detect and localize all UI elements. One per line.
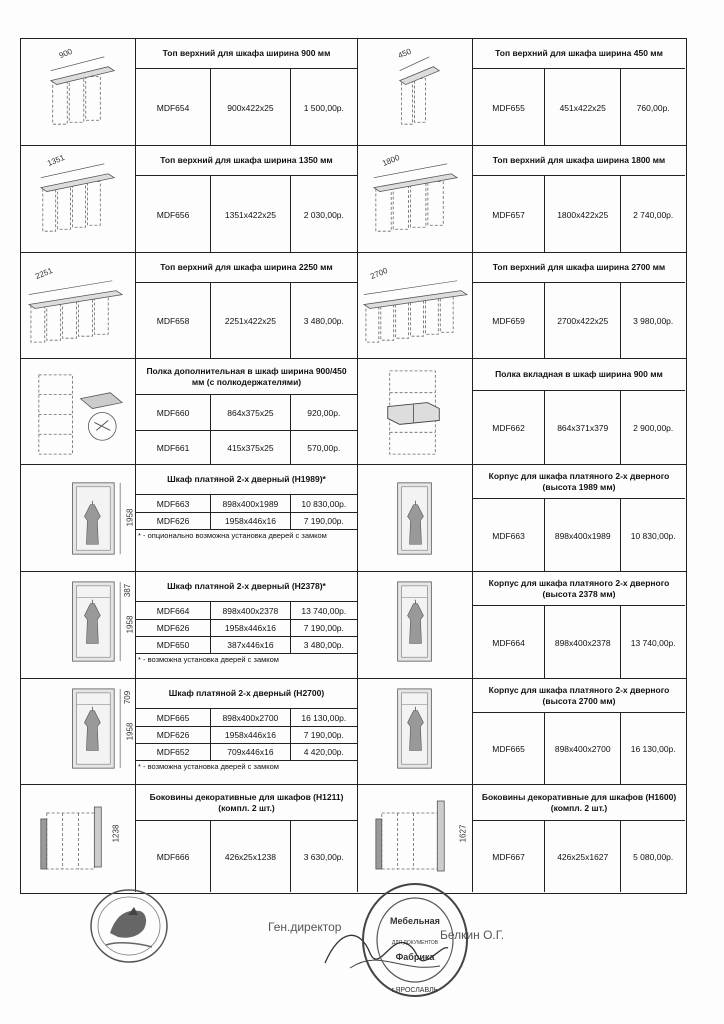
product-title: Боковины декоративные для шкафов (H1211) (компл. 2 шт.) (136, 785, 357, 821)
price-table (20, 38, 687, 894)
price-row (136, 821, 357, 892)
product-code: MDF664 (136, 602, 211, 619)
product-size: 387x446x16 (211, 636, 291, 653)
product-price: 3 630,00р. (303, 851, 344, 862)
product-drawing (21, 359, 136, 464)
price-row (136, 602, 357, 620)
product-title: Топ верхний для шкафа ширина 2700 мм (473, 253, 685, 283)
product-price: 1 500,00р. (303, 102, 344, 113)
product-size: 1351x422x25 (211, 176, 291, 253)
product-price: 16 130,00р. (301, 712, 347, 723)
product-price: 13 740,00р. (630, 637, 676, 648)
product-title: Корпус для шкафа платяного 2-х дверного (высота 2700 мм) (473, 679, 685, 713)
product-drawing (358, 146, 473, 252)
table-row (21, 39, 686, 146)
footnote: * - возможна установка дверей с замком (138, 762, 279, 771)
price-row (136, 69, 357, 146)
table-row (21, 465, 686, 572)
product-drawing (21, 465, 136, 571)
product-code: MDF660 (136, 395, 211, 430)
product-title: Шкаф платяной 2-х дверный (H2700) (136, 679, 357, 709)
director-name: Белкин О.Г. (440, 928, 505, 942)
product-title: Топ верхний для шкафа ширина 1800 мм (473, 146, 685, 176)
footnote: * - опционально возможна установка дверей с замком (138, 531, 327, 540)
price-row (136, 743, 357, 761)
product-drawing (358, 359, 473, 464)
price-row (473, 499, 685, 572)
product-price: 3 480,00р. (303, 639, 344, 650)
product-size: 898x400x1989 (545, 499, 621, 572)
product-drawing (358, 785, 473, 892)
dimension-label: 1238 (111, 824, 121, 843)
product-code: MDF666 (136, 821, 211, 892)
product-cell-right (358, 253, 685, 358)
product-code: MDF665 (473, 713, 545, 785)
dimension-label: 1958 (125, 722, 135, 741)
product-size: 2251x422x25 (211, 283, 291, 359)
dimension-label: 2251 (33, 265, 54, 282)
product-price: 10 830,00р. (301, 498, 347, 509)
product-cell-right (358, 785, 685, 892)
price-row (136, 430, 357, 465)
product-drawing (21, 146, 136, 252)
price-row (473, 821, 685, 892)
stamp-center-bottom: Фабрика (395, 952, 435, 962)
price-row (473, 606, 685, 679)
price-row (136, 709, 357, 727)
product-code: MDF626 (136, 512, 211, 529)
product-size: 864x375x25 (211, 395, 291, 430)
product-cell-left (21, 785, 358, 892)
product-size: 898x400x2378 (211, 602, 291, 619)
product-code: MDF663 (473, 499, 545, 572)
product-cell-right (358, 465, 685, 571)
product-title: Шкаф платяной 2-х дверный (H1989)* (136, 465, 357, 495)
product-cell-left (21, 465, 358, 571)
product-title: Топ верхний для шкафа ширина 2250 мм (136, 253, 357, 283)
dimension-label: 900 (57, 46, 74, 61)
dimension-label: 387 (123, 583, 133, 598)
product-code: MDF658 (136, 283, 211, 359)
logo-seal (88, 885, 170, 967)
stamp-center-top: Мебельная (390, 916, 440, 926)
price-row (136, 726, 357, 744)
product-code: MDF656 (136, 176, 211, 253)
product-drawing (358, 39, 473, 145)
product-title: Топ верхний для шкафа ширина 900 мм (136, 39, 357, 69)
product-size: 1958x446x16 (211, 512, 291, 529)
product-cell-left (21, 359, 358, 464)
product-drawing (358, 465, 473, 571)
product-code: MDF659 (473, 283, 545, 359)
dimension-label: 1958 (125, 508, 135, 527)
price-row (136, 395, 357, 431)
product-size: 864x371x379 (545, 391, 621, 465)
product-info (136, 465, 357, 571)
product-price: 3 980,00р. (633, 316, 674, 326)
product-size: 898x400x2378 (545, 606, 621, 679)
product-title: Боковины декоративные для шкафов (H1600) (компл. 2 шт.) (473, 785, 685, 821)
product-info (473, 679, 685, 784)
footnote: * - возможна установка дверей с замком (138, 655, 279, 664)
product-drawing (358, 572, 473, 678)
price-row (136, 495, 357, 513)
product-info (473, 465, 685, 571)
product-cell-right (358, 39, 685, 145)
product-info (473, 253, 685, 358)
product-drawing (21, 572, 136, 678)
product-price: 13 740,00р. (301, 605, 347, 616)
director-signature-label: Ген.директор (268, 920, 342, 934)
product-size: 900x422x25 (211, 69, 291, 146)
product-cell-right (358, 679, 685, 784)
dimension-label: 1958 (125, 615, 135, 634)
product-info (136, 39, 357, 145)
product-info (473, 785, 685, 892)
product-price: 2 740,00р. (633, 209, 674, 220)
product-cell-right (358, 572, 685, 678)
product-size: 709x446x16 (211, 743, 291, 760)
product-code: MDF662 (473, 391, 545, 465)
table-row (21, 253, 686, 359)
product-cell-left (21, 572, 358, 678)
product-title: Полка дополнительная в шкаф ширина 900/450 мм (с полкодержателями) (136, 359, 357, 395)
product-price: 7 190,00р. (303, 515, 344, 526)
product-drawing (358, 253, 473, 358)
product-code: MDF652 (136, 743, 211, 760)
dimension-label: 1351 (45, 152, 66, 169)
product-title: Шкаф платяной 2-х дверный (H2378)* (136, 572, 357, 602)
product-info (136, 359, 357, 464)
product-price: 3 480,00р. (303, 316, 344, 326)
product-code: MDF657 (473, 176, 545, 253)
product-info (136, 253, 357, 358)
product-size: 1800x422x25 (545, 176, 621, 253)
product-info (136, 146, 357, 252)
product-info (473, 39, 685, 145)
product-size: 426x25x1238 (211, 821, 291, 892)
product-size: 1958x446x16 (211, 619, 291, 636)
product-title: Топ верхний для шкафа ширина 450 мм (473, 39, 685, 69)
product-code: MDF655 (473, 69, 545, 146)
price-row (473, 283, 685, 359)
table-row (21, 146, 686, 253)
product-cell-left (21, 146, 358, 252)
table-row (21, 785, 686, 892)
product-price: 7 190,00р. (303, 729, 344, 740)
product-size: 898x400x2700 (545, 713, 621, 785)
product-code: MDF665 (136, 709, 211, 726)
product-cell-left (21, 253, 358, 358)
product-size: 2700x422x25 (545, 283, 621, 359)
product-price: 2 030,00р. (303, 209, 344, 220)
product-info (473, 146, 685, 252)
table-row (21, 679, 686, 785)
product-drawing (358, 679, 473, 784)
product-info (136, 679, 357, 784)
dimension-label: 2700 (368, 265, 389, 282)
table-row (21, 359, 686, 465)
product-drawing (21, 679, 136, 784)
dimension-label: 1627 (458, 824, 468, 843)
product-price: 7 190,00р. (303, 622, 344, 633)
product-info (136, 572, 357, 678)
product-size: 451x422x25 (545, 69, 621, 146)
product-title: Корпус для шкафа платяного 2-х дверного (высота 2378 мм) (473, 572, 685, 606)
product-size: 1958x446x16 (211, 726, 291, 743)
product-code: MDF663 (136, 495, 211, 512)
company-stamp (360, 880, 470, 1000)
product-code: MDF664 (473, 606, 545, 679)
product-title: Топ верхний для шкафа ширина 1350 мм (136, 146, 357, 176)
product-code: MDF626 (136, 726, 211, 743)
product-info (473, 359, 685, 464)
product-code: MDF654 (136, 69, 211, 146)
product-size: 898x400x2700 (211, 709, 291, 726)
price-row (473, 176, 685, 253)
product-code: MDF661 (136, 430, 211, 465)
product-price: 10 830,00р. (630, 530, 676, 541)
product-price: 920,00р. (307, 407, 341, 418)
product-size: 898x400x1989 (211, 495, 291, 512)
price-row (136, 636, 357, 654)
price-row (473, 713, 685, 785)
product-title: Полка вкладная в шкаф ширина 900 мм (473, 359, 685, 391)
product-price: 2 900,00р. (633, 423, 674, 433)
product-size: 426x25x1627 (545, 821, 621, 892)
product-price: 4 420,00р. (303, 746, 344, 757)
price-row (473, 69, 685, 146)
product-title: Корпус для шкафа платяного 2-х дверного (высота 1989 мм) (473, 465, 685, 499)
product-price: 570,00р. (307, 442, 341, 453)
price-row (136, 619, 357, 637)
product-cell-left (21, 679, 358, 784)
dimension-label: 1800 (380, 152, 401, 169)
product-drawing (21, 39, 136, 145)
price-row (136, 283, 357, 359)
product-info (473, 572, 685, 678)
product-price: 760,00р. (636, 102, 670, 113)
stamp-center-mid: ДЛЯ ДОКУМЕНТОВ (391, 940, 439, 946)
product-code: MDF667 (473, 821, 545, 892)
product-price: 16 130,00р. (630, 744, 676, 754)
product-code: MDF626 (136, 619, 211, 636)
table-row (21, 572, 686, 679)
price-row (473, 391, 685, 465)
price-row (136, 176, 357, 253)
product-info (136, 785, 357, 892)
product-drawing (21, 785, 136, 892)
product-price: 5 080,00р. (633, 851, 674, 862)
product-drawing (21, 253, 136, 358)
dimension-label: 450 (396, 46, 413, 61)
price-row (136, 512, 357, 530)
product-cell-right (358, 146, 685, 252)
dimension-label: 709 (123, 690, 133, 705)
product-code: MDF650 (136, 636, 211, 653)
stamp-city: г.ЯРОСЛАВЛЬ (391, 987, 439, 994)
product-cell-left (21, 39, 358, 145)
product-cell-right (358, 359, 685, 464)
product-size: 415x375x25 (211, 430, 291, 465)
